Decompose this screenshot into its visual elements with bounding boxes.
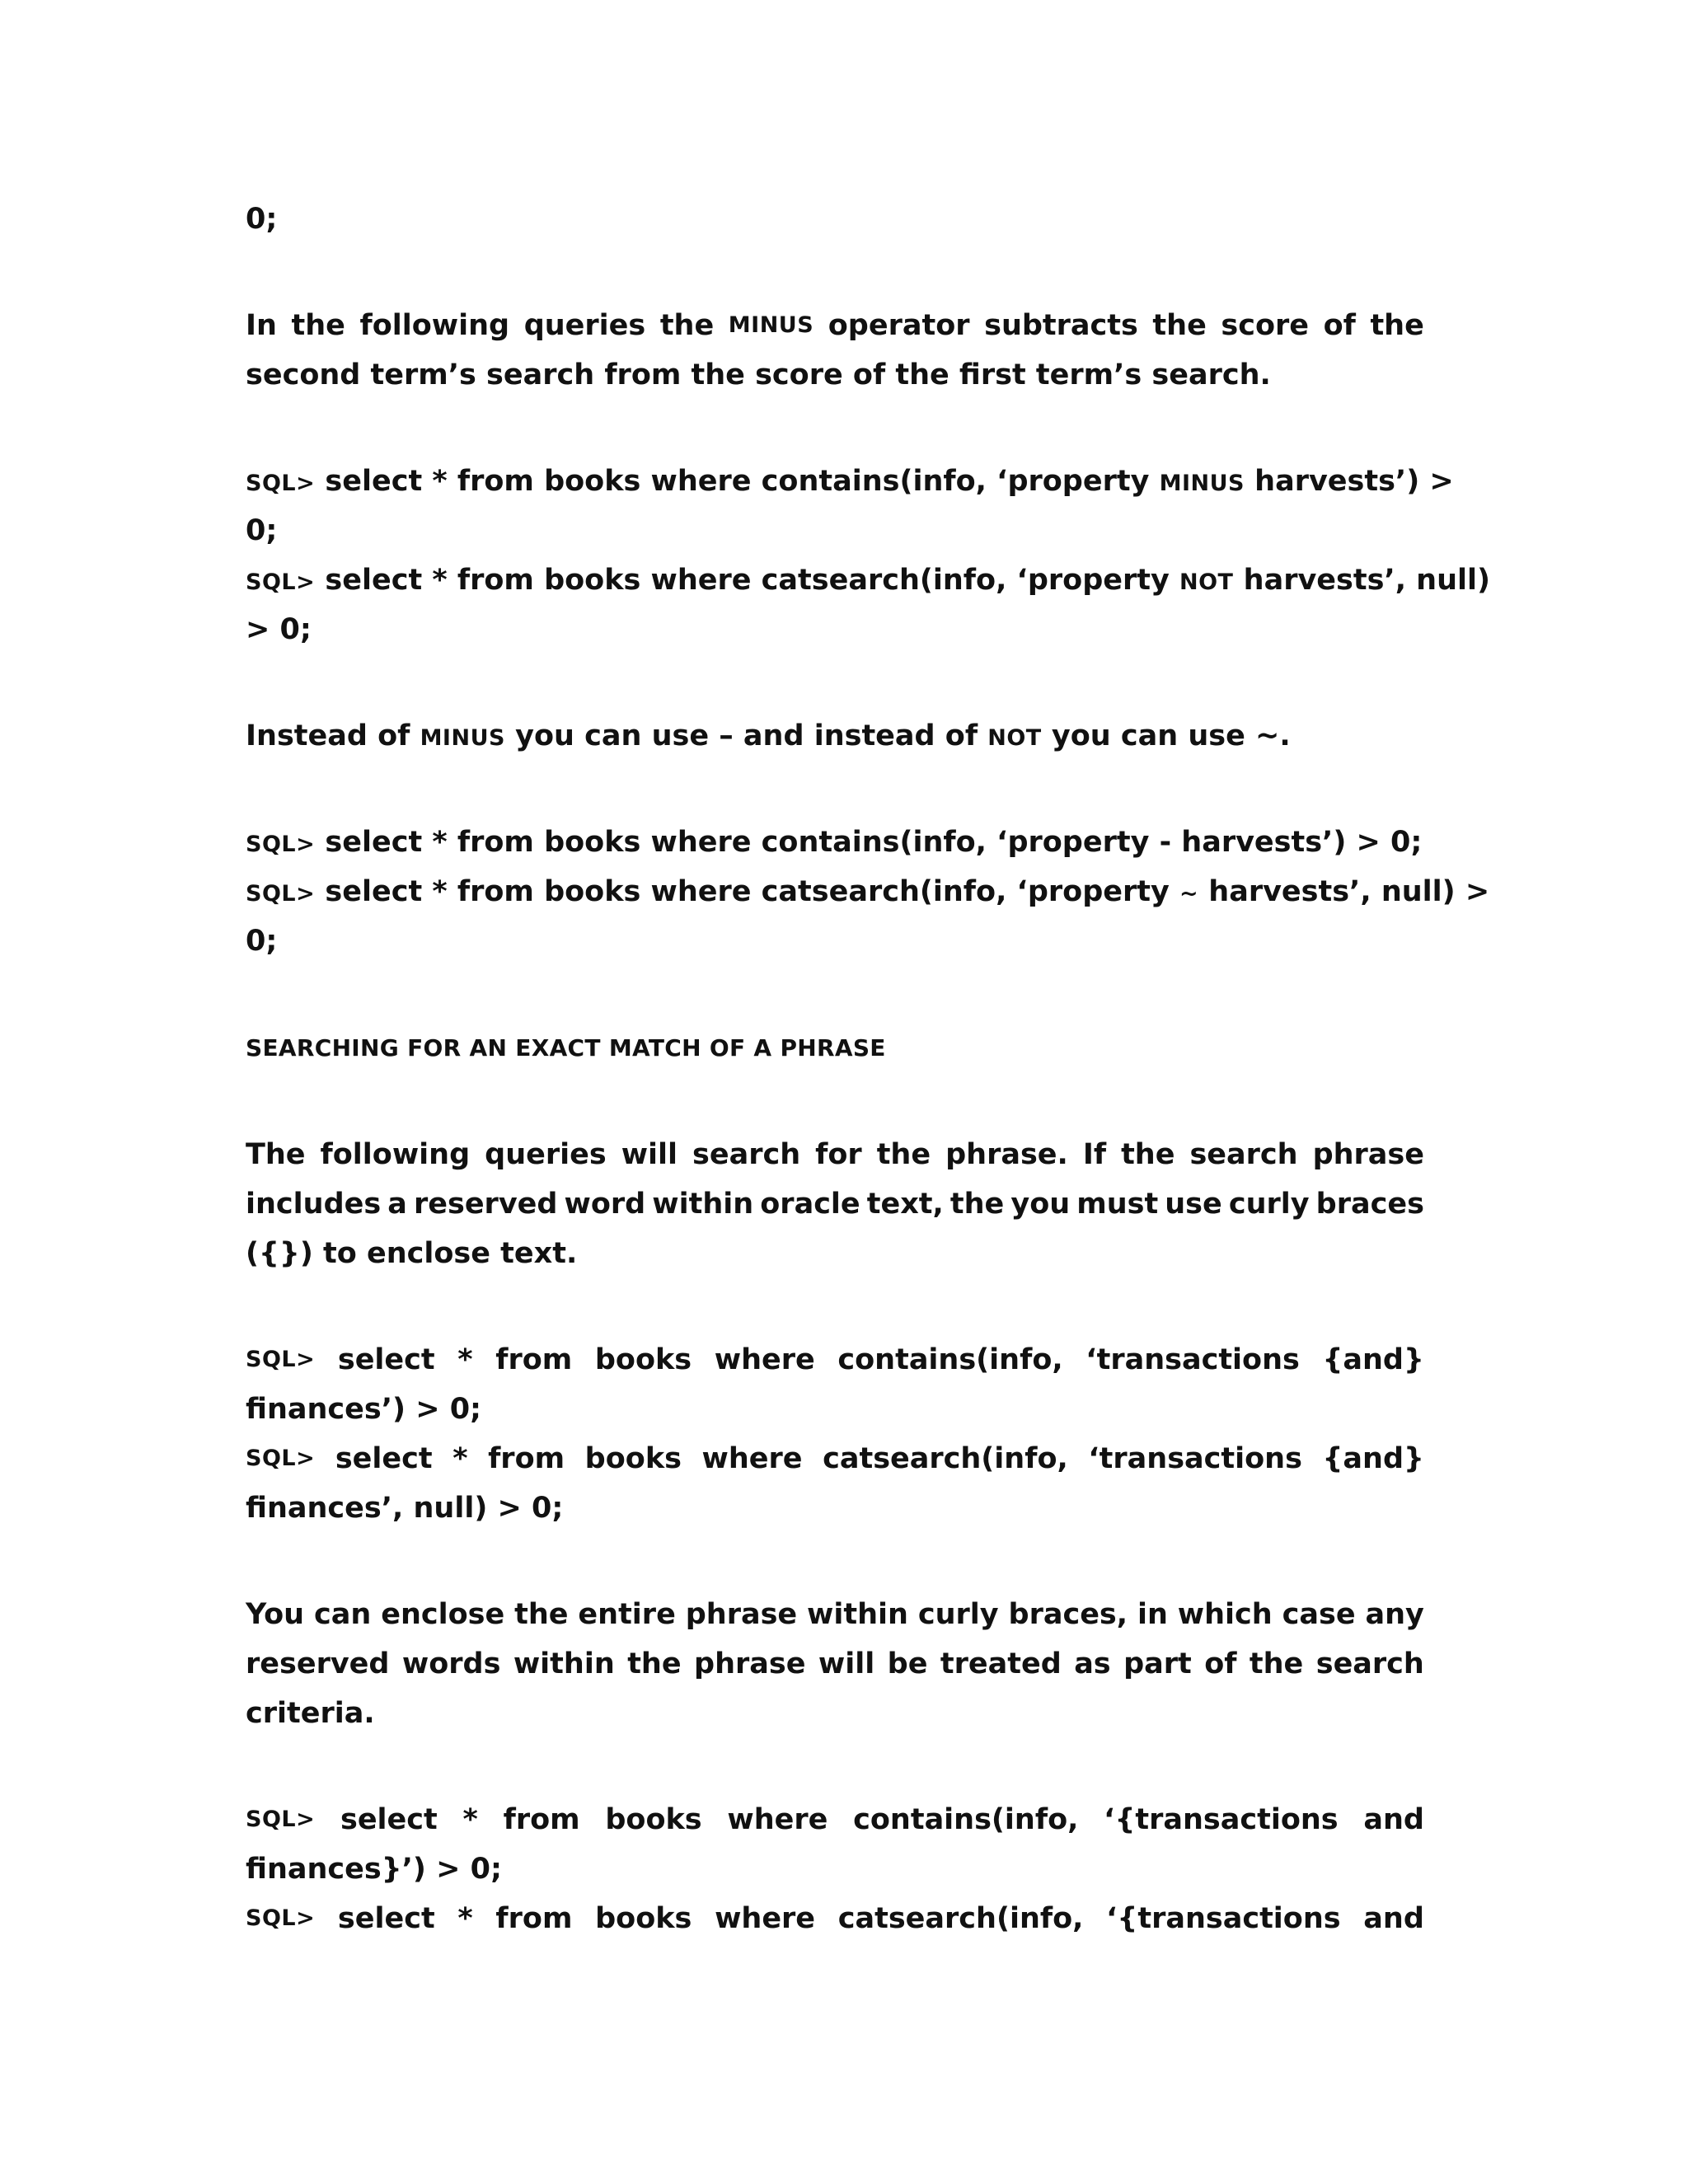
sql-prompt: SQL> — [246, 1807, 316, 1832]
sql-word: where — [714, 1343, 815, 1376]
word: any — [1365, 1598, 1424, 1631]
sql-prompt: SQL> — [246, 881, 316, 907]
code-line-continuation: 0; — [246, 203, 278, 236]
word: braces — [1315, 1188, 1424, 1221]
sql-word: where — [715, 1902, 816, 1935]
sql-word: {and} — [1322, 1343, 1424, 1376]
word: can — [314, 1598, 372, 1631]
sql-line: 0; — [246, 514, 278, 547]
sql-word: {and} — [1322, 1442, 1424, 1475]
sql-prompt: SQL> — [246, 1347, 316, 1372]
sql-word: select — [337, 1902, 435, 1935]
word: the — [1249, 1647, 1304, 1680]
sql-line — [246, 1894, 1424, 1943]
text: Instead of — [246, 719, 420, 752]
sql-line: > 0; — [246, 613, 312, 646]
sql-text: select * from books where contains(info, ‘property — [315, 465, 1160, 498]
sql-prompt: SQL> — [246, 1446, 316, 1471]
sql-word: from — [503, 1803, 580, 1836]
word: If — [1082, 1138, 1107, 1171]
word: text, — [866, 1188, 944, 1221]
sql-word: books — [594, 1343, 692, 1376]
sql-word: select — [335, 1442, 433, 1475]
word: phrase — [1312, 1138, 1424, 1171]
sql-line: finances’) > 0; — [246, 1393, 482, 1426]
word: the — [659, 309, 715, 342]
sql-line — [246, 818, 1424, 867]
word: braces, — [1008, 1598, 1128, 1631]
paragraph-line — [246, 1639, 1424, 1689]
sql-word: from — [495, 1902, 573, 1935]
keyword-not: NOT — [1179, 569, 1234, 595]
paragraph-line: ({}) to enclose text. — [246, 1237, 578, 1270]
word: will — [621, 1138, 678, 1171]
tilde-operator: ~ — [1179, 881, 1199, 907]
word: You — [246, 1598, 305, 1631]
sql-line — [246, 1795, 1424, 1844]
word: words — [401, 1647, 501, 1680]
word: the — [1370, 309, 1424, 342]
paragraph-line — [246, 1130, 1424, 1179]
sql-word: * — [462, 1803, 478, 1836]
sql-word: ‘{transactions — [1106, 1902, 1341, 1935]
word: search — [1189, 1138, 1298, 1171]
sql-line — [246, 457, 1454, 506]
sql-line: finances}’) > 0; — [246, 1853, 502, 1886]
word: in — [1137, 1598, 1168, 1631]
word: following — [320, 1138, 471, 1171]
text: you can use – and instead of — [504, 719, 988, 752]
word: curly — [917, 1598, 999, 1631]
sql-word: catsearch(info, — [837, 1902, 1084, 1935]
word: curly — [1228, 1188, 1310, 1221]
sql-line — [246, 555, 1490, 605]
word: oracle — [760, 1188, 860, 1221]
sql-text: select * from books where contains(info, ‘property - harvests’) > 0; — [315, 826, 1423, 859]
sql-prompt: SQL> — [246, 471, 316, 496]
keyword-minus: MINUS — [420, 725, 505, 751]
sql-text: harvests’) > — [1244, 465, 1454, 498]
word: a — [387, 1188, 407, 1221]
word: of — [1204, 1647, 1237, 1680]
sql-word: from — [488, 1442, 565, 1475]
sql-word: contains(info, — [853, 1803, 1079, 1836]
sql-word: ‘{transactions — [1104, 1803, 1339, 1836]
sql-word: * — [452, 1442, 468, 1475]
document-page — [246, 194, 1490, 1943]
word: within — [807, 1598, 908, 1631]
word: queries — [523, 309, 646, 342]
word: of — [1323, 309, 1356, 342]
sql-word: where — [727, 1803, 828, 1836]
sql-word: where — [701, 1442, 803, 1475]
word: reserved — [413, 1188, 558, 1221]
word: within — [513, 1647, 615, 1680]
sql-prompt: SQL> — [246, 1905, 316, 1931]
sql-line: finances’, null) > 0; — [246, 1492, 564, 1525]
word: operator — [828, 309, 970, 342]
word: as — [1074, 1647, 1111, 1680]
word: queries — [485, 1138, 607, 1171]
word: phrase. — [945, 1138, 1068, 1171]
paragraph-line: second term’s search from the score of the first term’s search. — [246, 359, 1271, 391]
sql-word: select — [337, 1343, 435, 1376]
sql-word: ‘transactions — [1088, 1442, 1302, 1475]
section-heading: SEARCHING FOR AN EXACT MATCH OF A PHRASE — [246, 1034, 886, 1062]
word: part — [1123, 1647, 1192, 1680]
sql-text: harvests’, null) — [1233, 564, 1490, 597]
sql-word: from — [495, 1343, 573, 1376]
word: which — [1177, 1598, 1273, 1631]
word: must — [1076, 1188, 1159, 1221]
word: word — [564, 1188, 646, 1221]
sql-text: select * from books where catsearch(info, ‘property — [315, 875, 1179, 908]
word: following — [359, 309, 510, 342]
word: phrase — [694, 1647, 806, 1680]
paragraph-line — [246, 1179, 1424, 1229]
text: you can use ~. — [1041, 719, 1291, 752]
sql-line — [246, 867, 1490, 916]
sql-word: * — [457, 1343, 473, 1376]
word: The — [246, 1138, 306, 1171]
word: you — [1010, 1188, 1071, 1221]
word: the — [627, 1647, 682, 1680]
sql-line: 0; — [246, 925, 278, 958]
word: subtracts — [984, 309, 1138, 342]
sql-line — [246, 1335, 1424, 1385]
sql-word: books — [595, 1902, 692, 1935]
word: score — [1221, 309, 1310, 342]
word: includes — [246, 1188, 382, 1221]
paragraph-line — [246, 1590, 1424, 1639]
word: the — [514, 1598, 569, 1631]
sql-prompt: SQL> — [246, 832, 316, 857]
word: the — [950, 1188, 1005, 1221]
paragraph-line — [246, 711, 1424, 761]
sql-word: and — [1363, 1902, 1424, 1935]
word: search — [692, 1138, 801, 1171]
sql-prompt: SQL> — [246, 569, 316, 595]
word: the — [1152, 309, 1207, 342]
word: enclose — [381, 1598, 505, 1631]
keyword-minus: MINUS — [728, 312, 814, 338]
word: reserved — [246, 1647, 390, 1680]
word: In — [246, 309, 277, 342]
word: search — [1315, 1647, 1424, 1680]
word: entire — [578, 1598, 676, 1631]
word: treated — [940, 1647, 1062, 1680]
word: the — [876, 1138, 931, 1171]
paragraph-line — [246, 301, 1424, 350]
sql-word: ‘transactions — [1085, 1343, 1300, 1376]
sql-word: catsearch(info, — [823, 1442, 1068, 1475]
sql-word: contains(info, — [837, 1343, 1063, 1376]
word: the — [1121, 1138, 1175, 1171]
keyword-not: NOT — [987, 725, 1042, 751]
word: use — [1165, 1188, 1222, 1221]
sql-word: books — [605, 1803, 702, 1836]
word: case — [1282, 1598, 1356, 1631]
sql-line — [246, 1434, 1424, 1483]
word: within — [652, 1188, 754, 1221]
word: phrase — [685, 1598, 798, 1631]
word: for — [815, 1138, 862, 1171]
word: will — [818, 1647, 875, 1680]
keyword-minus: MINUS — [1159, 471, 1245, 496]
sql-word: and — [1363, 1803, 1424, 1836]
sql-word: books — [584, 1442, 682, 1475]
sql-text: select * from books where catsearch(info, ‘property — [315, 564, 1179, 597]
word: the — [291, 309, 345, 342]
sql-word: select — [340, 1803, 438, 1836]
sql-text: harvests’, null) > — [1198, 875, 1490, 908]
paragraph-line: criteria. — [246, 1697, 375, 1730]
word: be — [887, 1647, 928, 1680]
sql-word: * — [457, 1902, 473, 1935]
